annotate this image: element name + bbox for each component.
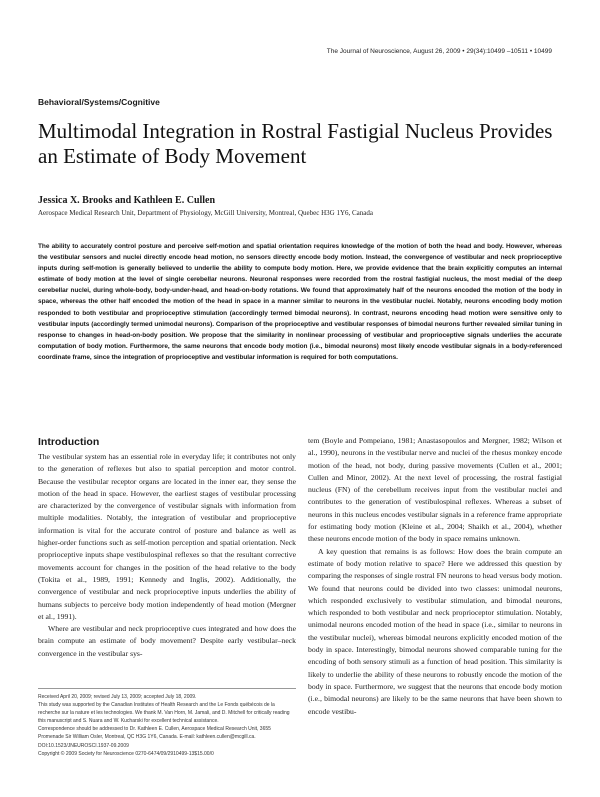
right-paragraph-2: A key question that remains is as follows: How does the brain compute an estimate of body motion relative to space? Here we addressed this question by comparing the responses of single rostral FN neurons to head versus body motion. We found that neurons could be divided into two classes: unimodal neurons, which responded exclusively to vestibular stimulation, and bimodal neurons, which responded to both vestibular and neck proprioceptor stimulation. Notably, unimodal neurons encoded motion of the head in space (i.e., similar to neurons in the vestibular nuclei), whereas bimodal neurons explicitly encoded motion of the body in space. Interestingly, bimodal neurons showed comparable tuning for the encoding of both sensory stimuli as a function of head position. This similarity is likely to underlie the ability of these neurons to robustly encode the motion of the body in space. Furthermore, we suggest that the neurons that encode body motion (i.e., bimodal neurons) are likely to be the same neurons that have been shown to encode vestibu- (308, 546, 562, 716)
intro-paragraph-2: Where are vestibular and neck proprioceptive cues integrated and how does the brain compute an estimate of body movement? Despite early vestibular–neck convergence in the vestibular sys- (38, 624, 296, 658)
footnotes (38, 688, 296, 758)
section-label: Behavioral/Systems/Cognitive (38, 97, 160, 107)
footnote-correspondence: Correspondence should be addressed to Dr. Kathleen E. Cullen, Aerospace Medical Research Unit, 3655 Promenade Sir William Osler, Montreal, QC H3G 1Y6, Canada. E-mail: kathleen.cullen@mcgill.ca. (38, 726, 271, 741)
introduction-heading: Introduction (38, 436, 100, 448)
right-paragraph-1: tem (Boyle and Pompeiano, 1981; Anastasopoulos and Mergner, 1982; Wilson et al., 1990), neurons in the vestibular nerve and nuclei of the rhesus monkey encode motion of the head, not body, during passive movements (Cullen et al., 2001; Cullen and Minor, 2002). At the next level of processing, the rostral fastigial nucleus (FN) of the cerebellum receives input from the vestibular nuclei and contributes to the generation of vestibulospinal reflexes. Whereas a subset of neurons in this nucleus encodes vestibular signals in a reference frame appropriate for estimating body motion (Kleine et al., 2004; Shaikh et al., 2004), whether these neurons encode motion of the body in space remains unknown. (308, 436, 562, 544)
article-title: Multimodal Integration in Rostral Fastigial Nucleus Provides an Estimate of Body Movement (38, 119, 553, 168)
left-column (38, 435, 296, 660)
footnote-funding: This study was supported by the Canadian Institutes of Health Research and the Le Fonds québécois de la recherche sur la nature et les technologies. We thank M. Van Horn, M. Jamali, and D. Mitchell for critically reading this manuscript and S. Nuara and W. Kucharski for excellent technical assistance. (38, 702, 290, 725)
affiliation: Aerospace Medical Research Unit, Department of Physiology, McGill University, Montreal, Quebec H3G 1Y6, Canada (38, 209, 374, 217)
footnote-received: Received April 20, 2009; revised July 13, 2009; accepted July 18, 2009. (38, 694, 197, 700)
authors: Jessica X. Brooks and Kathleen E. Cullen (38, 195, 216, 206)
abstract: The ability to accurately control posture and perceive self-motion and spatial orientation requires knowledge of the motion of both the head and body. However, whereas the vestibular sensors and nuclei directly encode head motion, no sensors directly encode body motion. Instead, the convergence of vestibular and neck proprioceptive inputs during self-motion is generally believed to underlie the ability to compute body motion. Here, we provide evidence that the brain explicitly computes an internal estimate of body motion at the level of single cerebellar neurons. Neuronal responses were recorded from the rostral fastigial nucleus, the most medial of the deep cerebellar nuclei, during whole-body, body-under-head, and head-on-body rotations. We found that approximately half of the neurons encoded the motion of the body in space, whereas the other half encoded the motion of the head in space in a manner similar to neurons in the vestibular nuclei. Notably, neurons encoding body motion responded to both vestibular and proprioceptive stimulation (accordingly termed bimodal neurons). In contrast, neurons encoding head motion were sensitive only to vestibular inputs (accordingly termed unimodal neurons). Comparison of the proprioceptive and vestibular responses of bimodal neurons further revealed similar tuning in response to changes in head-on-body position. We propose that the similarity in nonlinear processing of vestibular and proprioceptive signals underlies the accurate computation of body motion. Furthermore, the same neurons that encode body motion (i.e., bimodal neurons) most likely encode vestibular signals in a body-referenced coordinate frame, since the integration of proprioceptive and vestibular information is required for both computations. (38, 243, 562, 361)
journal-header: The Journal of Neuroscience, August 26, 2009 • 29(34):10499 –10511 • 10499 (326, 48, 552, 55)
footnote-copyright: Copyright © 2009 Society for Neuroscience 0270-6474/09/2910499-13$15.00/0 (38, 750, 214, 757)
footnote-doi: DOI:10.1523/JNEUROSCI.1937-09.2009 (38, 742, 129, 749)
right-column (308, 435, 562, 718)
intro-paragraph-1: The vestibular system has an essential role in everyday life; it contributes not only to the generation of reflexes but also to spatial perception and motor control. Because the vestibular receptor organs are located in the inner ear, they sense the motion of the head in space. However, the earliest stages of vestibular processing are characterized by the convergence of vestibular signals with information from multiple modalities. Notably, the integration of vestibular and proprioceptive information is vital for the accurate control of posture and balance as well as higher-order functions such as self-motion perception and spatial orientation. Neck proprioceptive inputs shape vestibulospinal reflexes so that the resultant corrective movements account for changes in the position of the head relative to the body (Tokita et al., 1989, 1991; Kennedy and Inglis, 2002). Additionally, the convergence of vestibular and neck proprioceptive inputs underlies the ability of humans subjects to perceive body motion independently of head motion (Mergner et al., 1991). (38, 452, 296, 621)
